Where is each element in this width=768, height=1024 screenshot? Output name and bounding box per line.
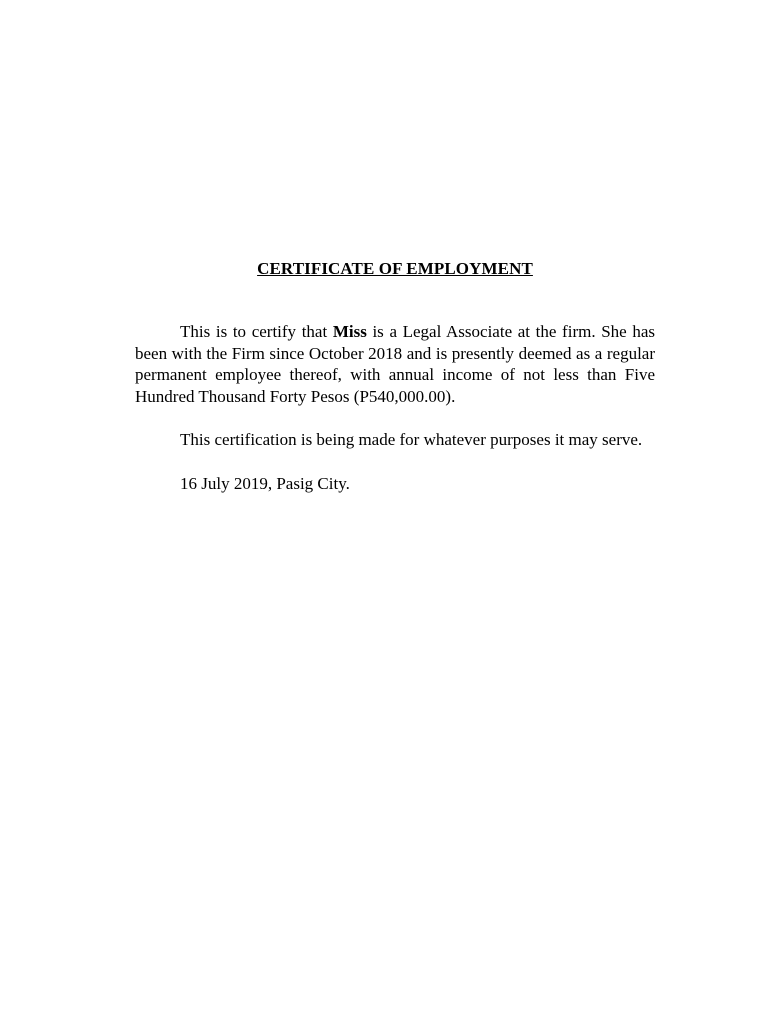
certificate-body — [135, 321, 655, 494]
employee-name: Miss — [332, 322, 367, 341]
purpose-paragraph: This certification is being made for whatever purposes it may serve. — [180, 430, 643, 449]
paragraph1-intro: This is to certify that — [180, 322, 333, 341]
date-place-line: 16 July 2019, Pasig City. — [180, 473, 350, 493]
certification-paragraph — [135, 321, 655, 407]
paragraph1-rest: is a Legal Associate at the firm. She has been with the Firm since October 2018 and is presently deemed as a regular permanent employee thereof, with annual income of not less than Five Hundred Thousand Forty Pesos (P540,000.00). — [135, 322, 656, 406]
certificate-title: CERTIFICATE OF EMPLOYMENT — [257, 259, 533, 278]
